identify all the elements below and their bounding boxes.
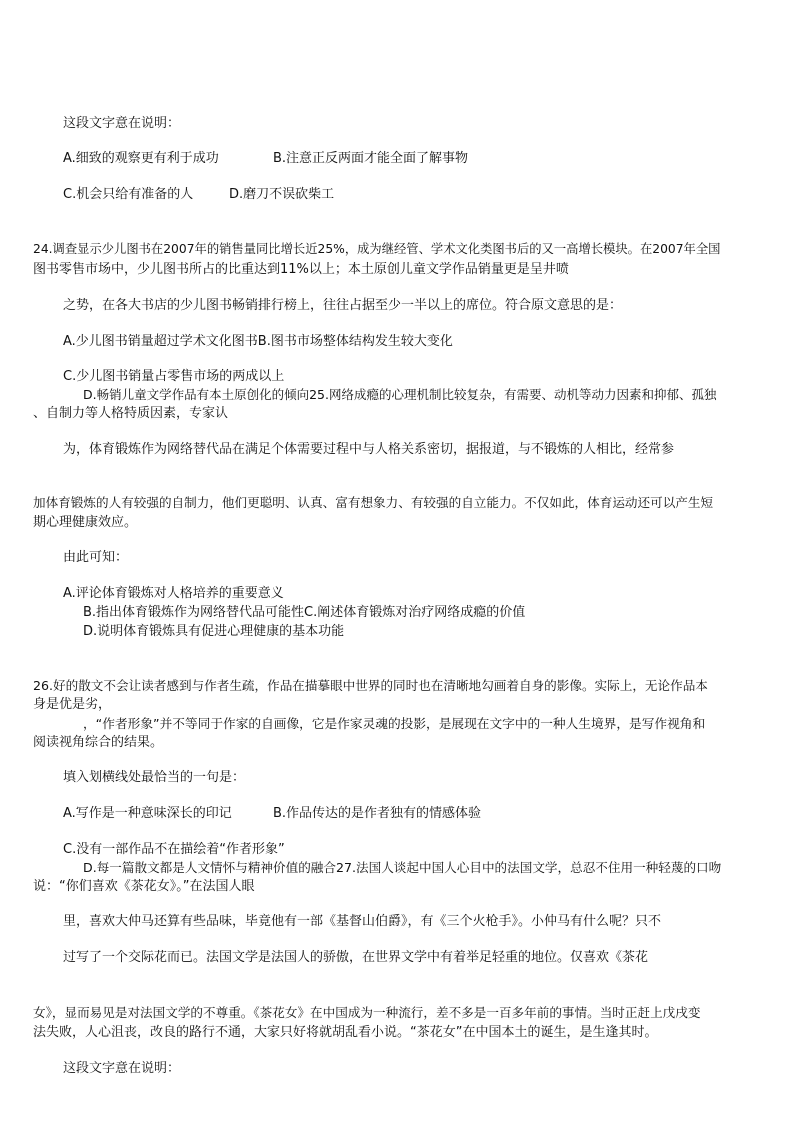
question-stem: 这段文字意在说明： <box>63 116 181 131</box>
question-stem: 填入划横线处最恰当的一句是： <box>63 770 246 785</box>
option-line: D.畅销儿童文学作品有本土原创化的倾向25.网络成瘾的心理机制比较复杂，有需要、动机等动力因素和抑郁、孤独 <box>83 387 717 402</box>
option-b: B.注意正反两面才能全面了解事物 <box>273 151 469 166</box>
paragraph-line: 法失败，人心沮丧，改良的路行不通，大家只好将就胡乱看小说。“茶花女”在中国本土的诞生，是生逢其时。 <box>33 1025 658 1040</box>
paragraph-line: 图书零售市场中，少儿图书所占的比重达到11%以上；本土原创儿童文学作品销量更是呈井喷 <box>33 262 569 277</box>
paragraph-line: ，“作者形象”并不等同于作家的自画像，它是作家灵魂的投影，是展现在文字中的一种人生境界，是写作视角和 <box>83 716 706 731</box>
paragraph-line: 26.好的散文不会让读者感到与作者生疏，作品在描摹眼中世界的同时也在清晰地勾画着自身的影像。实际上，无论作品本 <box>33 678 708 693</box>
option-c: C.机会只给有准备的人 <box>63 187 194 202</box>
paragraph-line: 、自制力等人格特质因素，专家认 <box>33 406 229 421</box>
option-c: C.没有一部作品不在描绘着“作者形象” <box>63 842 285 857</box>
option-b: B.作品传达的是作者独有的情感体验 <box>273 806 482 821</box>
paragraph-line: 里，喜欢大仲马还算有些品味，毕竟他有一部《基督山伯爵》，有《三个火枪手》。小仲马有什么呢？只不 <box>63 914 662 929</box>
paragraph-line: 身是优是劣， <box>33 697 112 712</box>
question-stem: 由此可知： <box>63 550 129 565</box>
option-line: A.少儿图书销量超过学术文化图书B.图书市场整体结构发生较大变化 <box>63 334 453 349</box>
option-line: B.指出体育锻炼作为网络替代品可能性C.阐述体育锻炼对治疗网络成瘾的价值 <box>83 605 526 620</box>
option-d: D.每一篇散文都是人文情怀与精神价值的融合27.法国人谈起中国人心目中的法国文学，总忍不住用一种轻蔑的口吻 <box>83 860 722 875</box>
paragraph-line: 过写了一个交际花而已。法国文学是法国人的骄傲，在世界文学中有着举足轻重的地位。仅喜欢《茶花 <box>63 950 649 965</box>
option-line: C.少儿图书销量占零售市场的两成以上 <box>63 369 285 384</box>
paragraph-line: 加体育锻炼的人有较强的自制力，他们更聪明、认真、富有想象力、有较强的自立能力。不仅如此，体育运动还可以产生短 <box>33 495 714 510</box>
paragraph-line: 阅读视角综合的结果。 <box>33 735 164 750</box>
paragraph-line: 之势，在各大书店的少儿图书畅销排行榜上，往往占据至少一半以上的席位。符合原文意思的是： <box>63 298 623 313</box>
option-d: D.磨刀不误砍柴工 <box>229 187 335 202</box>
option-line: D.说明体育锻炼具有促进心理健康的基本功能 <box>83 624 345 639</box>
option-line: A.评论体育锻炼对人格培养的重要意义 <box>63 586 284 601</box>
paragraph-line: 24.调查显示少儿图书在2007年的销售量同比增长近25%，成为继经管、学术文化类图书后的又一高增长模块。在2007年全国 <box>33 242 721 256</box>
option-a: A.写作是一种意味深长的印记 <box>63 806 232 821</box>
question-stem: 这段文字意在说明： <box>63 1061 181 1076</box>
paragraph-line: 期心理健康效应。 <box>33 515 138 530</box>
paragraph-line: 女》，显而易见是对法国文学的不尊重。《茶花女》在中国成为一种流行，差不多是一百多年前的事情。当时正赶上戊戌变 <box>33 1005 701 1020</box>
paragraph-line: 为，体育锻炼作为网络替代品在满足个体需要过程中与人格关系密切，据报道，与不锻炼的人相比，经常参 <box>63 442 675 457</box>
paragraph-line: 说：“你们喜欢《茶花女》。”在法国人眼 <box>33 879 255 894</box>
option-a: A.细致的观察更有利于成功 <box>63 151 219 166</box>
